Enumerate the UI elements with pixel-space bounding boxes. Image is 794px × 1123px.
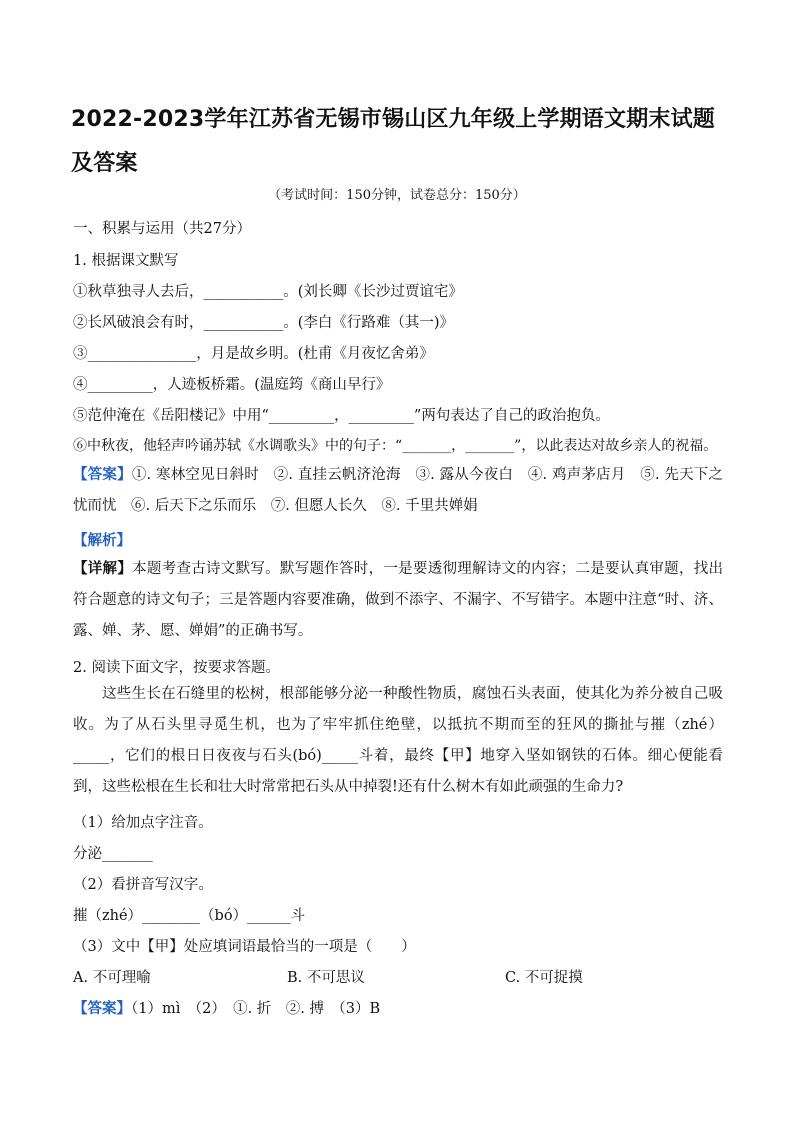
detail-label: 【详解】 xyxy=(73,560,133,577)
q2-passage: 这些生长在石缝里的松树，根部能够分泌一种酸性物质，腐蚀石头表面，使其化为养分被自己吸收。为了从石头里寻觅生机，也为了牢牢抓住绝壁，以抵抗不期而至的狂风的撕扯与摧（zhé）_____，它们的根日日夜夜与石头(bó)_____斗着，最终【甲】地穿入坚如钢铁的石体。细心便能看到，这些松根在生长和壮大时常常把石头从中掉裂!还有什么树木有如此顽强的生命力? xyxy=(73,686,723,795)
q1-item-3: ③_______________，月是故乡明。(杜甫《月夜忆舍弟》 xyxy=(73,346,434,362)
answer-text: （1）mì （2） ①. 折 ②. 搏 （3）B xyxy=(131,1001,381,1017)
q2-sub-1: （1）给加点字注音。 xyxy=(73,815,213,831)
exam-info: （考试时间：150分钟，试卷总分：150分） xyxy=(268,188,526,203)
q1-detail xyxy=(73,553,723,647)
option-c: C. 不可捉摸 xyxy=(505,970,583,986)
answer-label: 【答案】 xyxy=(73,1000,131,1017)
q2-answer xyxy=(73,997,380,1018)
q2-sub-2-blank: 摧（zhé）________（bó）______斗 xyxy=(73,908,306,924)
section-heading: 一、积累与运用（共27分） xyxy=(73,221,251,237)
analysis-label: 【解析】 xyxy=(73,532,131,549)
q2-sub-3: （3）文中【甲】处应填词语最恰当的一项是（ ） xyxy=(73,939,416,955)
detail-text: 本题考查古诗文默写。默写题作答时，一是要透彻理解诗文的内容；二是要认真审题，找出符合题意的诗文句子；三是答题内容要准确，做到不添字、不漏字、不写错字。本题中注意“时、济、露、婵、茅、愿、婵娟”的正确书写。 xyxy=(73,561,724,639)
option-b: B. 不可思议 xyxy=(287,970,365,986)
q1-item-6: ⑥中秋夜，他轻声吟诵苏轼《水调歌头》中的句子：“_______，_______”，以此表达对故乡亲人的祝福。 xyxy=(73,438,718,454)
q1-item-1: ①秋草独寻人去后，___________。(刘长卿《长沙过贾谊宅》 xyxy=(73,284,463,300)
q2-sub-1-blank: 分泌_______ xyxy=(73,846,153,862)
option-a: A. 不可理喻 xyxy=(73,970,151,986)
q1-item-4: ④_________，人迹板桥霜。(温庭筠《商山早行》 xyxy=(73,377,391,393)
answer-label: 【答案】 xyxy=(73,466,132,483)
question-1-heading: 1. 根据课文默写 xyxy=(73,253,179,269)
question-2-heading: 2. 阅读下面文字，按要求答题。 xyxy=(73,660,280,676)
page-title: 2022-2023学年江苏省无锡市锡山区九年级上学期语文期末试题及答案 xyxy=(71,107,715,176)
q1-answer xyxy=(73,459,723,522)
q1-item-2: ②长风破浪会有时，___________。(李白《行路难（其一)》 xyxy=(73,315,455,331)
answer-text: ①. 寒林空见日斜时 ②. 直挂云帆济沧海 ③. 露从今夜白 ④. 鸡声茅店月 ⑤. 先天下之忧而忧 ⑥. 后天下之乐而乐 ⑦. 但愿人长久 ⑧. 千里共婵娟 xyxy=(73,467,724,514)
q2-sub-2: （2）看拼音写汉字。 xyxy=(73,877,213,893)
q1-analysis xyxy=(73,529,131,550)
q1-item-5: ⑤范仲淹在《岳阳楼记》中用“_________，_________”两句表达了自己的政治抱负。 xyxy=(73,408,610,424)
